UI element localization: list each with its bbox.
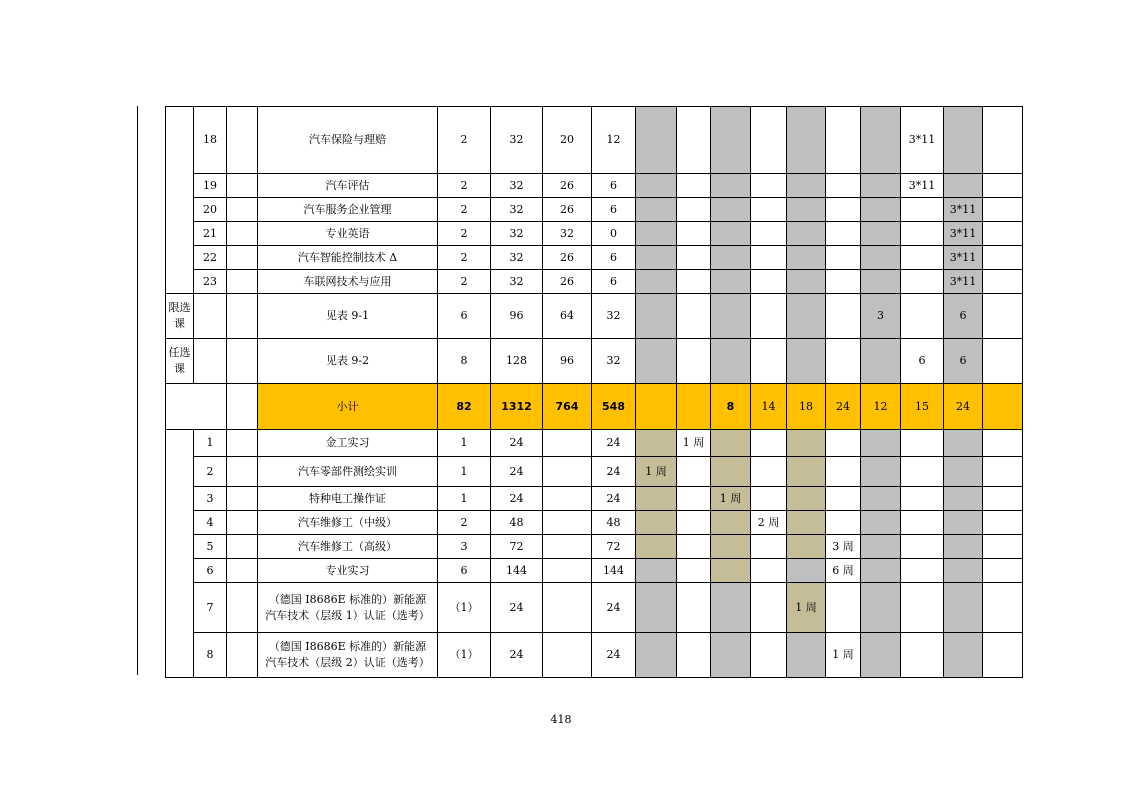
theory-hours: 764 [543,384,592,430]
semester-cell [677,107,711,174]
theory-hours: 32 [543,222,592,246]
semester-cell [983,535,1023,559]
course-no: 5 [194,535,227,559]
category-label: 任选课 [166,339,194,384]
semester-cell [636,270,677,294]
course-no: 2 [194,457,227,487]
table-row [166,487,1023,511]
table-row [166,559,1023,583]
semester-cell: 12 [861,384,901,430]
table-row [166,430,1023,457]
semester-cell: 1 周 [787,583,826,633]
semester-cell: 8 [711,384,751,430]
semester-cell [787,174,826,198]
table-row [166,198,1023,222]
semester-cell: 6 [901,339,944,384]
table-row [166,174,1023,198]
semester-cell [861,633,901,678]
semester-cell [861,246,901,270]
total-hours: 1312 [491,384,543,430]
table-row [166,107,1023,174]
semester-cell: 1 周 [636,457,677,487]
semester-cell [983,107,1023,174]
semester-cell [636,107,677,174]
semester-cell: 3 周 [826,535,861,559]
semester-cell [787,294,826,339]
semester-cell [861,174,901,198]
semester-cell [861,535,901,559]
semester-cell [711,294,751,339]
semester-cell [711,535,751,559]
category-cell [166,430,194,678]
semester-cell [636,430,677,457]
semester-cell [636,633,677,678]
semester-cell [861,339,901,384]
practice-hours: 32 [592,294,636,339]
credits: 1 [438,487,491,511]
semester-cell [983,633,1023,678]
course-no: 1 [194,430,227,457]
semester-cell [944,430,983,457]
semester-cell [636,559,677,583]
practice-hours: 24 [592,487,636,511]
theory-hours [543,583,592,633]
semester-cell [983,384,1023,430]
semester-cell [983,430,1023,457]
semester-cell: 18 [787,384,826,430]
semester-cell: 1 周 [711,487,751,511]
semester-cell [983,198,1023,222]
semester-cell [983,174,1023,198]
semester-cell [711,174,751,198]
table-row [166,246,1023,270]
practice-hours: 24 [592,583,636,633]
semester-cell [751,174,787,198]
total-hours: 24 [491,430,543,457]
semester-cell [677,294,711,339]
table-row [166,535,1023,559]
course-name: 汽车智能控制技术 Δ [258,246,438,270]
theory-hours [543,487,592,511]
total-hours: 96 [491,294,543,339]
semester-cell [751,487,787,511]
course-name: （德国 I8686E 标准的）新能源汽车技术（层级 2）认证（选考） [258,633,438,678]
semester-cell [711,511,751,535]
semester-cell [901,294,944,339]
semester-cell [677,222,711,246]
practice-hours: 144 [592,559,636,583]
semester-cell [636,294,677,339]
semester-cell [751,583,787,633]
semester-cell [787,246,826,270]
course-name: 金工实习 [258,430,438,457]
semester-cell [901,457,944,487]
semester-cell [787,270,826,294]
total-hours: 32 [491,222,543,246]
semester-cell [861,222,901,246]
semester-cell [901,633,944,678]
semester-cell [826,583,861,633]
theory-hours: 64 [543,294,592,339]
practice-hours: 24 [592,430,636,457]
semester-cell [944,559,983,583]
practice-hours: 0 [592,222,636,246]
table-row [166,511,1023,535]
semester-cell: 6 [944,294,983,339]
semester-cell [861,583,901,633]
semester-cell [677,583,711,633]
total-hours: 24 [491,633,543,678]
semester-cell: 6 周 [826,559,861,583]
table-row [166,457,1023,487]
semester-cell [826,457,861,487]
semester-cell [901,198,944,222]
practice-hours: 6 [592,198,636,222]
course-no: 19 [194,174,227,198]
course-name: 汽车零部件测绘实训 [258,457,438,487]
semester-cell: 3 [861,294,901,339]
semester-cell [677,246,711,270]
theory-hours [543,559,592,583]
total-hours: 72 [491,535,543,559]
credits: 1 [438,430,491,457]
semester-cell [677,511,711,535]
semester-cell [901,583,944,633]
theory-hours [543,633,592,678]
credits: 1 [438,457,491,487]
semester-cell [787,222,826,246]
page-number: 418 [550,713,572,726]
semester-cell [983,222,1023,246]
semester-cell [787,339,826,384]
semester-cell [901,511,944,535]
semester-cell [711,457,751,487]
semester-cell [861,107,901,174]
total-hours: 32 [491,174,543,198]
semester-cell [636,511,677,535]
semester-cell: 6 [944,339,983,384]
semester-cell [677,559,711,583]
course-name: 见表 9-2 [258,339,438,384]
total-hours: 128 [491,339,543,384]
total-hours: 32 [491,246,543,270]
semester-cell [861,270,901,294]
semester-cell [944,511,983,535]
subtotal-row [166,384,1023,430]
semester-cell [901,270,944,294]
semester-cell: 3*11 [901,107,944,174]
semester-cell [711,583,751,633]
course-no: 21 [194,222,227,246]
course-no: 8 [194,633,227,678]
semester-cell: 3*11 [944,246,983,270]
total-hours: 32 [491,270,543,294]
practice-hours: 6 [592,174,636,198]
semester-cell [944,633,983,678]
semester-cell [983,583,1023,633]
course-name: 汽车服务企业管理 [258,198,438,222]
semester-cell: 15 [901,384,944,430]
credits: 3 [438,535,491,559]
semester-cell [983,511,1023,535]
semester-cell [826,222,861,246]
semester-cell [826,174,861,198]
semester-cell: 24 [944,384,983,430]
semester-cell [944,535,983,559]
course-name: （德国 I8686E 标准的）新能源汽车技术（层级 1）认证（选考） [258,583,438,633]
credits: 2 [438,198,491,222]
semester-cell [711,198,751,222]
credits: 2 [438,270,491,294]
credits: （1） [438,633,491,678]
practice-hours: 24 [592,457,636,487]
credits: 2 [438,222,491,246]
semester-cell [983,559,1023,583]
semester-cell [901,430,944,457]
semester-cell [636,384,677,430]
semester-cell [826,339,861,384]
credits: 6 [438,559,491,583]
semester-cell [751,457,787,487]
theory-hours: 26 [543,174,592,198]
semester-cell [751,535,787,559]
course-no: 4 [194,511,227,535]
practice-hours: 6 [592,270,636,294]
course-no: 22 [194,246,227,270]
course-name: 汽车评估 [258,174,438,198]
semester-cell [677,198,711,222]
semester-cell [787,487,826,511]
total-hours: 32 [491,198,543,222]
table-row [166,583,1023,633]
course-no: 20 [194,198,227,222]
semester-cell [826,511,861,535]
course-name: 汽车保险与理赔 [258,107,438,174]
semester-cell: 3*11 [901,174,944,198]
semester-cell: 1 周 [826,633,861,678]
semester-cell [677,270,711,294]
semester-cell: 1 周 [677,430,711,457]
semester-cell [711,559,751,583]
course-name: 车联网技术与应用 [258,270,438,294]
semester-cell: 2 周 [751,511,787,535]
semester-cell [787,559,826,583]
credits: 2 [438,174,491,198]
semester-cell [711,339,751,384]
theory-hours: 26 [543,270,592,294]
semester-cell: 3*11 [944,270,983,294]
course-name: 汽车维修工（中级） [258,511,438,535]
total-hours: 24 [491,457,543,487]
semester-cell [901,246,944,270]
semester-cell [944,107,983,174]
credits: （1） [438,583,491,633]
semester-cell [711,270,751,294]
semester-cell [861,487,901,511]
semester-cell [826,246,861,270]
semester-cell [983,270,1023,294]
course-no: 23 [194,270,227,294]
semester-cell [787,430,826,457]
semester-cell [861,457,901,487]
semester-cell [677,339,711,384]
theory-hours: 26 [543,246,592,270]
table-row [166,270,1023,294]
practice-hours: 6 [592,246,636,270]
total-hours: 24 [491,583,543,633]
semester-cell [861,511,901,535]
semester-cell [983,487,1023,511]
table-row [166,222,1023,246]
practice-hours: 12 [592,107,636,174]
semester-cell [861,198,901,222]
semester-cell [636,339,677,384]
semester-cell [636,535,677,559]
semester-cell [751,246,787,270]
total-hours: 32 [491,107,543,174]
semester-cell [901,487,944,511]
semester-cell [711,222,751,246]
semester-cell [677,487,711,511]
table-row [166,294,1023,339]
semester-cell [751,198,787,222]
semester-cell [983,246,1023,270]
outer-table-rule [137,106,138,675]
semester-cell [711,633,751,678]
semester-cell [751,633,787,678]
course-name: 专业英语 [258,222,438,246]
theory-hours: 26 [543,198,592,222]
semester-cell [944,457,983,487]
semester-cell [944,487,983,511]
semester-cell [826,430,861,457]
course-no: 6 [194,559,227,583]
semester-cell [787,633,826,678]
semester-cell [677,384,711,430]
table-row [166,339,1023,384]
course-no: 3 [194,487,227,511]
course-name: 见表 9-1 [258,294,438,339]
semester-cell [751,559,787,583]
semester-cell: 3*11 [944,222,983,246]
semester-cell [901,535,944,559]
table-row [166,633,1023,678]
semester-cell [636,198,677,222]
semester-cell [901,559,944,583]
theory-hours [543,430,592,457]
semester-cell [787,198,826,222]
course-no: 7 [194,583,227,633]
course-name: 特种电工操作证 [258,487,438,511]
semester-cell [751,270,787,294]
semester-cell [677,174,711,198]
semester-cell [944,174,983,198]
total-hours: 144 [491,559,543,583]
semester-cell [826,270,861,294]
theory-hours [543,535,592,559]
semester-cell [711,107,751,174]
subtotal-label: 小计 [258,384,438,430]
credits: 8 [438,339,491,384]
semester-cell [826,107,861,174]
semester-cell [751,222,787,246]
semester-cell [944,583,983,633]
course-name: 汽车维修工（高级） [258,535,438,559]
semester-cell [826,294,861,339]
semester-cell [787,107,826,174]
theory-hours: 96 [543,339,592,384]
category-cell [166,107,194,294]
theory-hours: 20 [543,107,592,174]
course-no: 18 [194,107,227,174]
semester-cell [711,246,751,270]
semester-cell: 3*11 [944,198,983,222]
semester-cell [636,583,677,633]
semester-cell [787,457,826,487]
credits: 2 [438,246,491,270]
semester-cell [751,339,787,384]
semester-cell [751,294,787,339]
semester-cell [826,487,861,511]
semester-cell [677,633,711,678]
practice-hours: 24 [592,633,636,678]
semester-cell [677,535,711,559]
credits: 2 [438,107,491,174]
semester-cell: 14 [751,384,787,430]
semester-cell [901,222,944,246]
semester-cell [983,294,1023,339]
semester-cell [751,430,787,457]
semester-cell [787,535,826,559]
practice-hours: 72 [592,535,636,559]
theory-hours [543,457,592,487]
semester-cell [751,107,787,174]
semester-cell [636,487,677,511]
theory-hours [543,511,592,535]
semester-cell [983,457,1023,487]
semester-cell [711,430,751,457]
category-label: 限选课 [166,294,194,339]
semester-cell [861,430,901,457]
semester-cell [636,174,677,198]
total-hours: 24 [491,487,543,511]
semester-cell [983,339,1023,384]
course-schedule-table [165,106,1023,678]
practice-hours: 48 [592,511,636,535]
semester-cell: 24 [826,384,861,430]
semester-cell [636,246,677,270]
course-name: 专业实习 [258,559,438,583]
semester-cell [826,198,861,222]
practice-hours: 548 [592,384,636,430]
semester-cell [636,222,677,246]
total-hours: 48 [491,511,543,535]
credits: 6 [438,294,491,339]
semester-cell [677,457,711,487]
semester-cell [861,559,901,583]
practice-hours: 32 [592,339,636,384]
credits: 2 [438,511,491,535]
credits: 82 [438,384,491,430]
semester-cell [787,511,826,535]
